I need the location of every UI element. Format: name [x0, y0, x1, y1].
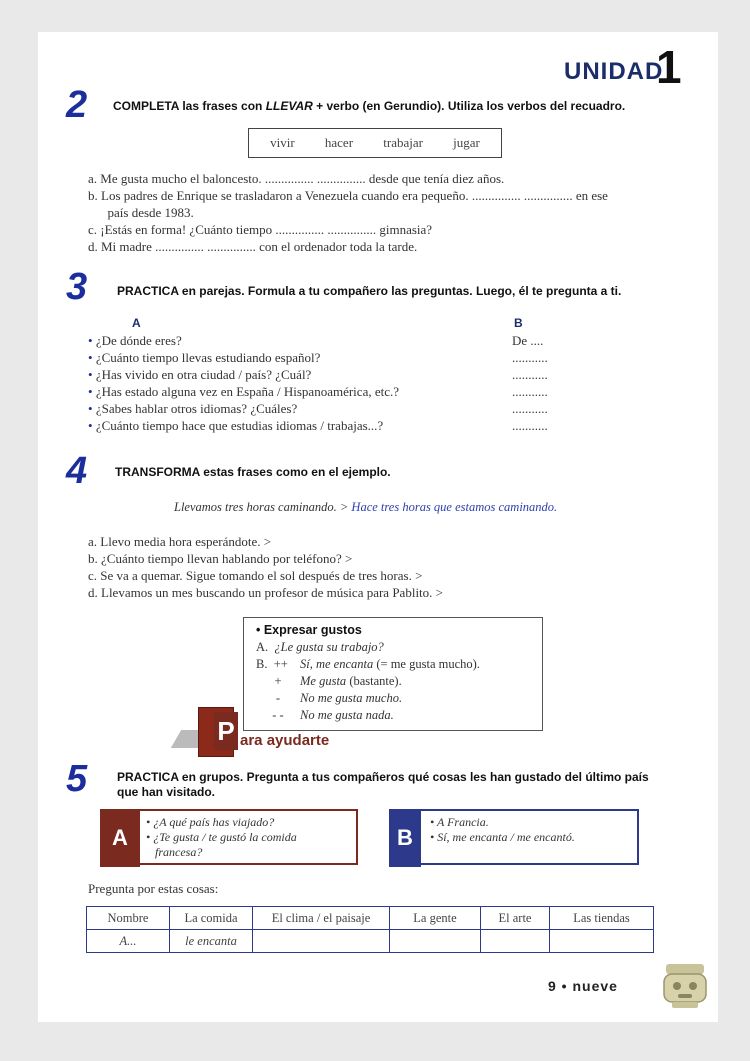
sentence: c. ¡Estás en forma! ¿Cuánto tiempo ............... ............... gimnasia?: [88, 222, 433, 237]
exercise-title: PRACTICA en grupos. Pregunta a tus compañeros qué cosas les han gustado del último país que han visitado.: [117, 770, 649, 799]
word: trabajar: [383, 135, 423, 150]
exercise-title: COMPLETA las frases con LLEVAR + verbo (en Gerundio). Utiliza los verbos del recuadro.: [113, 99, 626, 113]
table-cell[interactable]: [481, 930, 550, 953]
mayan-mask-icon: [660, 962, 710, 1010]
table-cell[interactable]: le encanta: [170, 930, 253, 953]
table-header: Nombre: [87, 907, 170, 930]
answer-item: ...........: [512, 350, 548, 365]
survey-table: [86, 906, 654, 953]
sentence: d. Mi madre ............... ............... con el ordenador toda la tarde.: [88, 239, 418, 254]
exercise-title: PRACTICA en parejas. Formula a tu compañero las preguntas. Luego, él te pregunta a ti.: [117, 284, 622, 298]
help-line: B. ++ Sí, me encanta (= me gusta mucho).: [256, 657, 480, 671]
unit-number: 1: [656, 41, 682, 93]
sentence: país desde 1983.: [88, 205, 194, 220]
table-header: La comida: [170, 907, 253, 930]
help-line: - - No me gusta nada.: [272, 708, 394, 722]
exercise-number: 2: [66, 84, 88, 126]
table-header: La gente: [390, 907, 481, 930]
list-item: • ¿Sabes hablar otros idiomas? ¿Cuáles?: [88, 401, 298, 416]
help-line: - No me gusta mucho.: [275, 691, 403, 705]
page-number: 9 • nueve: [548, 978, 618, 994]
table-header: Las tiendas: [550, 907, 654, 930]
student-a-badge: A: [100, 809, 140, 867]
help-heading: ara ayudarte: [240, 732, 330, 749]
student-b-dialog: • A Francia. • Sí, me encanta / me encantó.: [430, 815, 575, 844]
column-header-a: A: [132, 316, 141, 330]
question-list: [88, 332, 508, 434]
exercise-number: 3: [66, 266, 88, 308]
sentence: a. Llevo media hora esperándote. >: [88, 534, 272, 549]
word: vivir: [270, 135, 295, 150]
student-a-dialog: • ¿A qué país has viajado? • ¿Te gusta / te gustó la comida francesa?: [146, 815, 297, 859]
sentence: a. Me gusta mucho el baloncesto. ............... ............... desde que tenía diez años.: [88, 171, 505, 186]
sentence: d. Llevamos un mes buscando un profesor de música para Pablito. >: [88, 585, 443, 600]
exercise-lines: [88, 170, 688, 255]
table-cell[interactable]: [550, 930, 654, 953]
answer-item: De ....: [512, 333, 544, 348]
exercise-lines: [88, 533, 688, 601]
sentence: b. Los padres de Enrique se trasladaron a Venezuela cuando era pequeño. ............... ............... en ese: [88, 188, 608, 203]
answer-item: ...........: [512, 384, 548, 399]
table-cell[interactable]: [390, 930, 481, 953]
table-header-row: [87, 907, 654, 930]
answer-item: ...........: [512, 367, 548, 382]
help-line: + Me gusta (bastante).: [274, 674, 402, 688]
table-header: El arte: [481, 907, 550, 930]
word: hacer: [324, 135, 354, 150]
list-item: • ¿Has vivido en otra ciudad / país? ¿Cuál?: [88, 367, 312, 382]
student-b-badge: B: [389, 809, 421, 867]
table-row: [87, 930, 654, 953]
table-header: El clima / el paisaje: [253, 907, 390, 930]
word-box: [248, 128, 502, 158]
instruction-text: Pregunta por estas cosas:: [88, 881, 219, 896]
answer-list: [512, 332, 592, 434]
column-header-b: B: [514, 316, 523, 330]
sentence: c. Se va a quemar. Sigue tomando el sol después de tres horas. >: [88, 568, 423, 583]
word: jugar: [453, 135, 480, 150]
exercise-number: 5: [66, 758, 88, 800]
answer-item: ...........: [512, 418, 548, 433]
exercise-number: 4: [66, 450, 88, 492]
table-cell[interactable]: [253, 930, 390, 953]
list-item: • ¿Cuánto tiempo hace que estudias idiomas / trabajas...?: [88, 418, 384, 433]
exercise-title: TRANSFORMA estas frases como en el ejemplo.: [115, 465, 391, 479]
table-cell[interactable]: A...: [87, 930, 170, 953]
answer-item: ...........: [512, 401, 548, 416]
unit-label: UNIDAD: [564, 58, 664, 85]
help-line: A. ¿Le gusta su trabajo?: [256, 640, 384, 654]
help-title: • Expresar gustos: [256, 623, 362, 637]
sentence: b. ¿Cuánto tiempo llevan hablando por teléfono? >: [88, 551, 353, 566]
book-letter: P: [214, 712, 238, 750]
example-sentence: Llevamos tres horas caminando. > Hace tres horas que estamos caminando.: [174, 500, 558, 514]
list-item: • ¿Cuánto tiempo llevas estudiando español?: [88, 350, 321, 365]
list-item: • ¿De dónde eres?: [88, 333, 182, 348]
help-lines: [256, 639, 536, 724]
list-item: • ¿Has estado alguna vez en España / Hispanoamérica, etc.?: [88, 384, 400, 399]
